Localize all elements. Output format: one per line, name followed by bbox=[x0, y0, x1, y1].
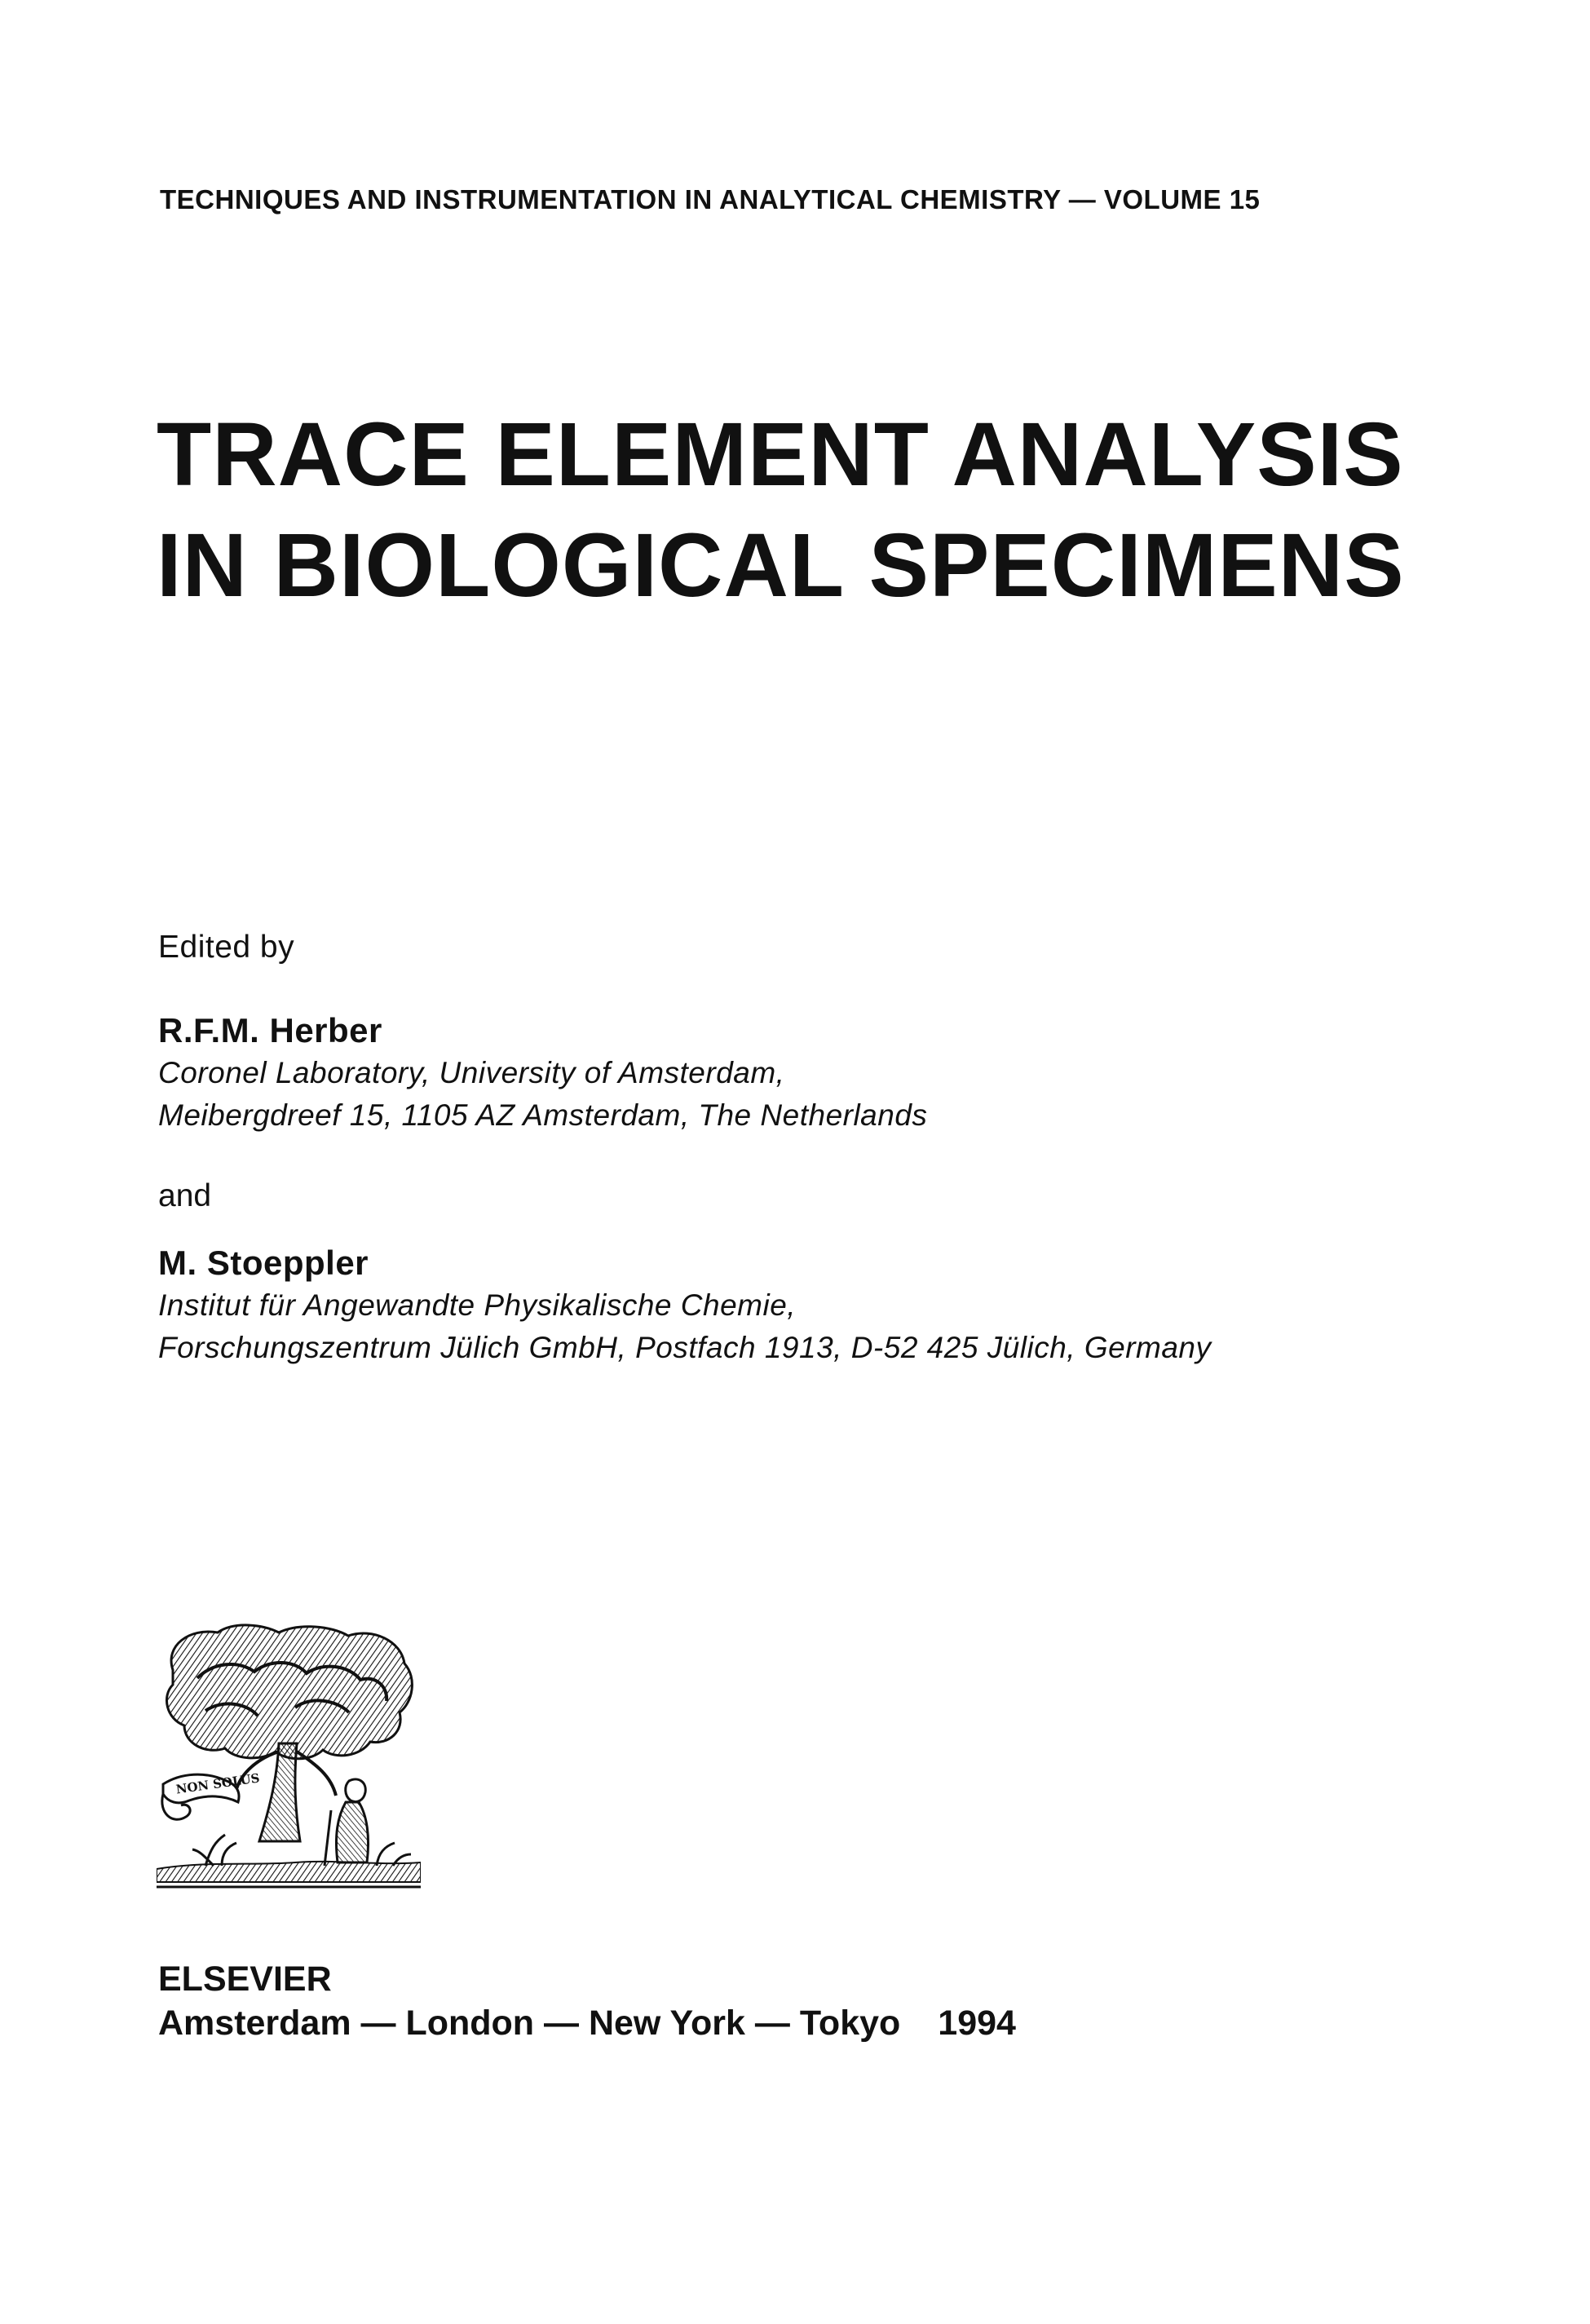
editor-name: R.F.M. Herber bbox=[158, 1011, 382, 1049]
editor-affiliation-line-1: Coronel Laboratory, University of Amsterdam, bbox=[158, 1056, 785, 1089]
book-title-line-1: TRACE ELEMENT ANALYSIS bbox=[157, 404, 1404, 505]
editor-block-2 bbox=[158, 1244, 1212, 1369]
editor-affiliation-line-1: Institut für Angewandte Physikalische Chemie, bbox=[158, 1288, 797, 1322]
publication-year: 1994 bbox=[938, 2004, 1016, 2043]
editor-affiliation-line-2: Meibergdreef 15, 1105 AZ Amsterdam, The Netherlands bbox=[158, 1098, 928, 1132]
publisher-block bbox=[158, 1957, 1016, 2045]
editor-affiliation-line-2: Forschungszentrum Jülich GmbH, Postfach 1913, D-52 425 Jülich, Germany bbox=[158, 1331, 1212, 1364]
publisher-cities: Amsterdam — London — New York — Tokyo bbox=[158, 2004, 901, 2043]
logo-motto: NON SOLUS bbox=[174, 1770, 261, 1797]
editor-name: M. Stoeppler bbox=[158, 1244, 369, 1282]
book-title-line-2: IN BIOLOGICAL SPECIMENS bbox=[157, 515, 1405, 616]
publisher-locations bbox=[158, 2001, 1016, 2045]
conjunction-and: and bbox=[158, 1178, 212, 1213]
series-title: TECHNIQUES AND INSTRUMENTATION IN ANALYTICAL CHEMISTRY — VOLUME 15 bbox=[160, 184, 1261, 214]
book-title bbox=[157, 400, 1405, 621]
editor-block-1 bbox=[158, 1011, 927, 1137]
elsevier-tree-logo-icon bbox=[157, 1621, 421, 1892]
edited-by-label: Edited by bbox=[158, 930, 295, 965]
publisher-name: ELSEVIER bbox=[158, 1959, 332, 1999]
